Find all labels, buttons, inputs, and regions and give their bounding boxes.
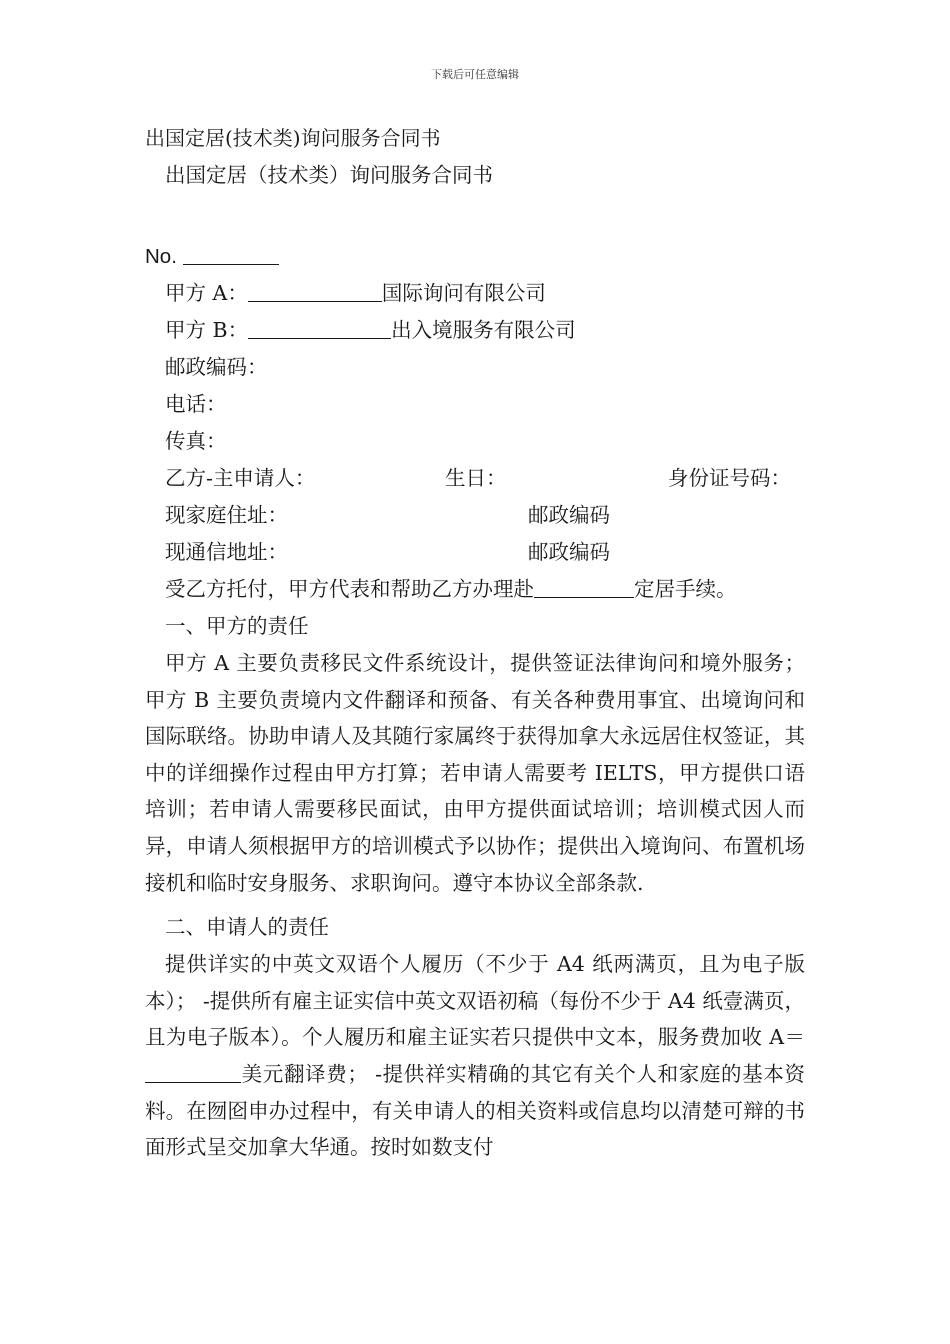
section1-body: 甲方 A 主要负责移民文件系统设计，提供签证法律询问和境外服务；甲方 B 主要负责境内文件翻译和预备、有关各种费用事宜、出境询问和国际联络。协助申请人及其随行家属终于获得加拿大永远居住权签证，其中的详细操作过程由甲方打算；若申请人需要考 IELTS，甲方提供口语培训；若申请人需要移民面试，由甲方提供面试培训；培训模式因人而异，申请人须根据甲方的培训模式予以协作；提供出入境询问、布置机场接机和临时安身服务、求职询问。遵守本协议全部条款. (145, 651, 805, 895)
birthday-label: 生日： (445, 466, 507, 490)
party-b-blank (248, 315, 391, 339)
party-a-suffix: 国际询问有限公司 (381, 281, 546, 305)
home-address-label: 现家庭住址： (165, 503, 288, 527)
section2-body (145, 946, 805, 1166)
entrust-text: 受乙方托付，甲方代表和帮助乙方办理赴 (165, 577, 534, 601)
contract-number-line (145, 238, 805, 275)
fax-label: 传真： (165, 429, 227, 453)
party-a-label: 甲方 A： (165, 281, 248, 305)
mail-postal-label: 邮政编码 (528, 540, 610, 564)
contract-number-blank (183, 241, 279, 265)
entrust-line (145, 571, 805, 608)
section2-body-part2: 美元翻译费； -提供祥实精确的其它有关个人和家庭的基本资料。在囫囵申办过程中，有关申请人的相关资料或信息均以清楚可辩的书面形式呈交加拿大华通。按时如数支付 (145, 1061, 805, 1160)
section2-body-part1: 提供详实的中英文双语个人履历（不少于 A4 纸两满页，且为电子版本）； -提供所有雇主证实信中英文双语初稿（每份不少于 A4 纸壹满页，且为电子版本）。个人履历和雇主证实若只提供中文本，服务费加收 A＝ (145, 952, 805, 1050)
phone-label: 电话： (165, 392, 227, 416)
translation-fee-blank (145, 1059, 241, 1083)
mail-address-label: 现通信地址： (165, 540, 288, 564)
contract-document (145, 120, 805, 1166)
postal-code-label: 邮政编码： (165, 355, 268, 379)
section2-heading: 二、申请人的责任 (165, 915, 329, 940)
header-note: 下载后可任意编辑 (431, 68, 519, 81)
contract-number-label: No. (145, 245, 177, 268)
section1-heading: 一、甲方的责任 (165, 614, 309, 638)
home-postal-label: 邮政编码 (528, 503, 610, 527)
applicant-label: 乙方-主申请人： (165, 466, 316, 490)
party-b-line (145, 312, 805, 349)
party-b-label: 甲方 B： (165, 318, 249, 342)
party-b-suffix: 出入境服务有限公司 (391, 318, 576, 342)
document-subtitle: 出国定居（技术类）询问服务合同书 (165, 163, 493, 187)
document-title: 出国定居(技术类)询问服务合同书 (145, 126, 441, 150)
destination-blank (534, 574, 634, 598)
home-address-line (145, 497, 805, 534)
id-number-label: 身份证号码： (668, 466, 791, 490)
entrust-suffix: 定居手续。 (634, 577, 737, 601)
party-a-blank (248, 278, 382, 302)
applicant-line (145, 460, 805, 497)
party-a-line (145, 275, 805, 312)
mail-address-line (145, 534, 805, 571)
